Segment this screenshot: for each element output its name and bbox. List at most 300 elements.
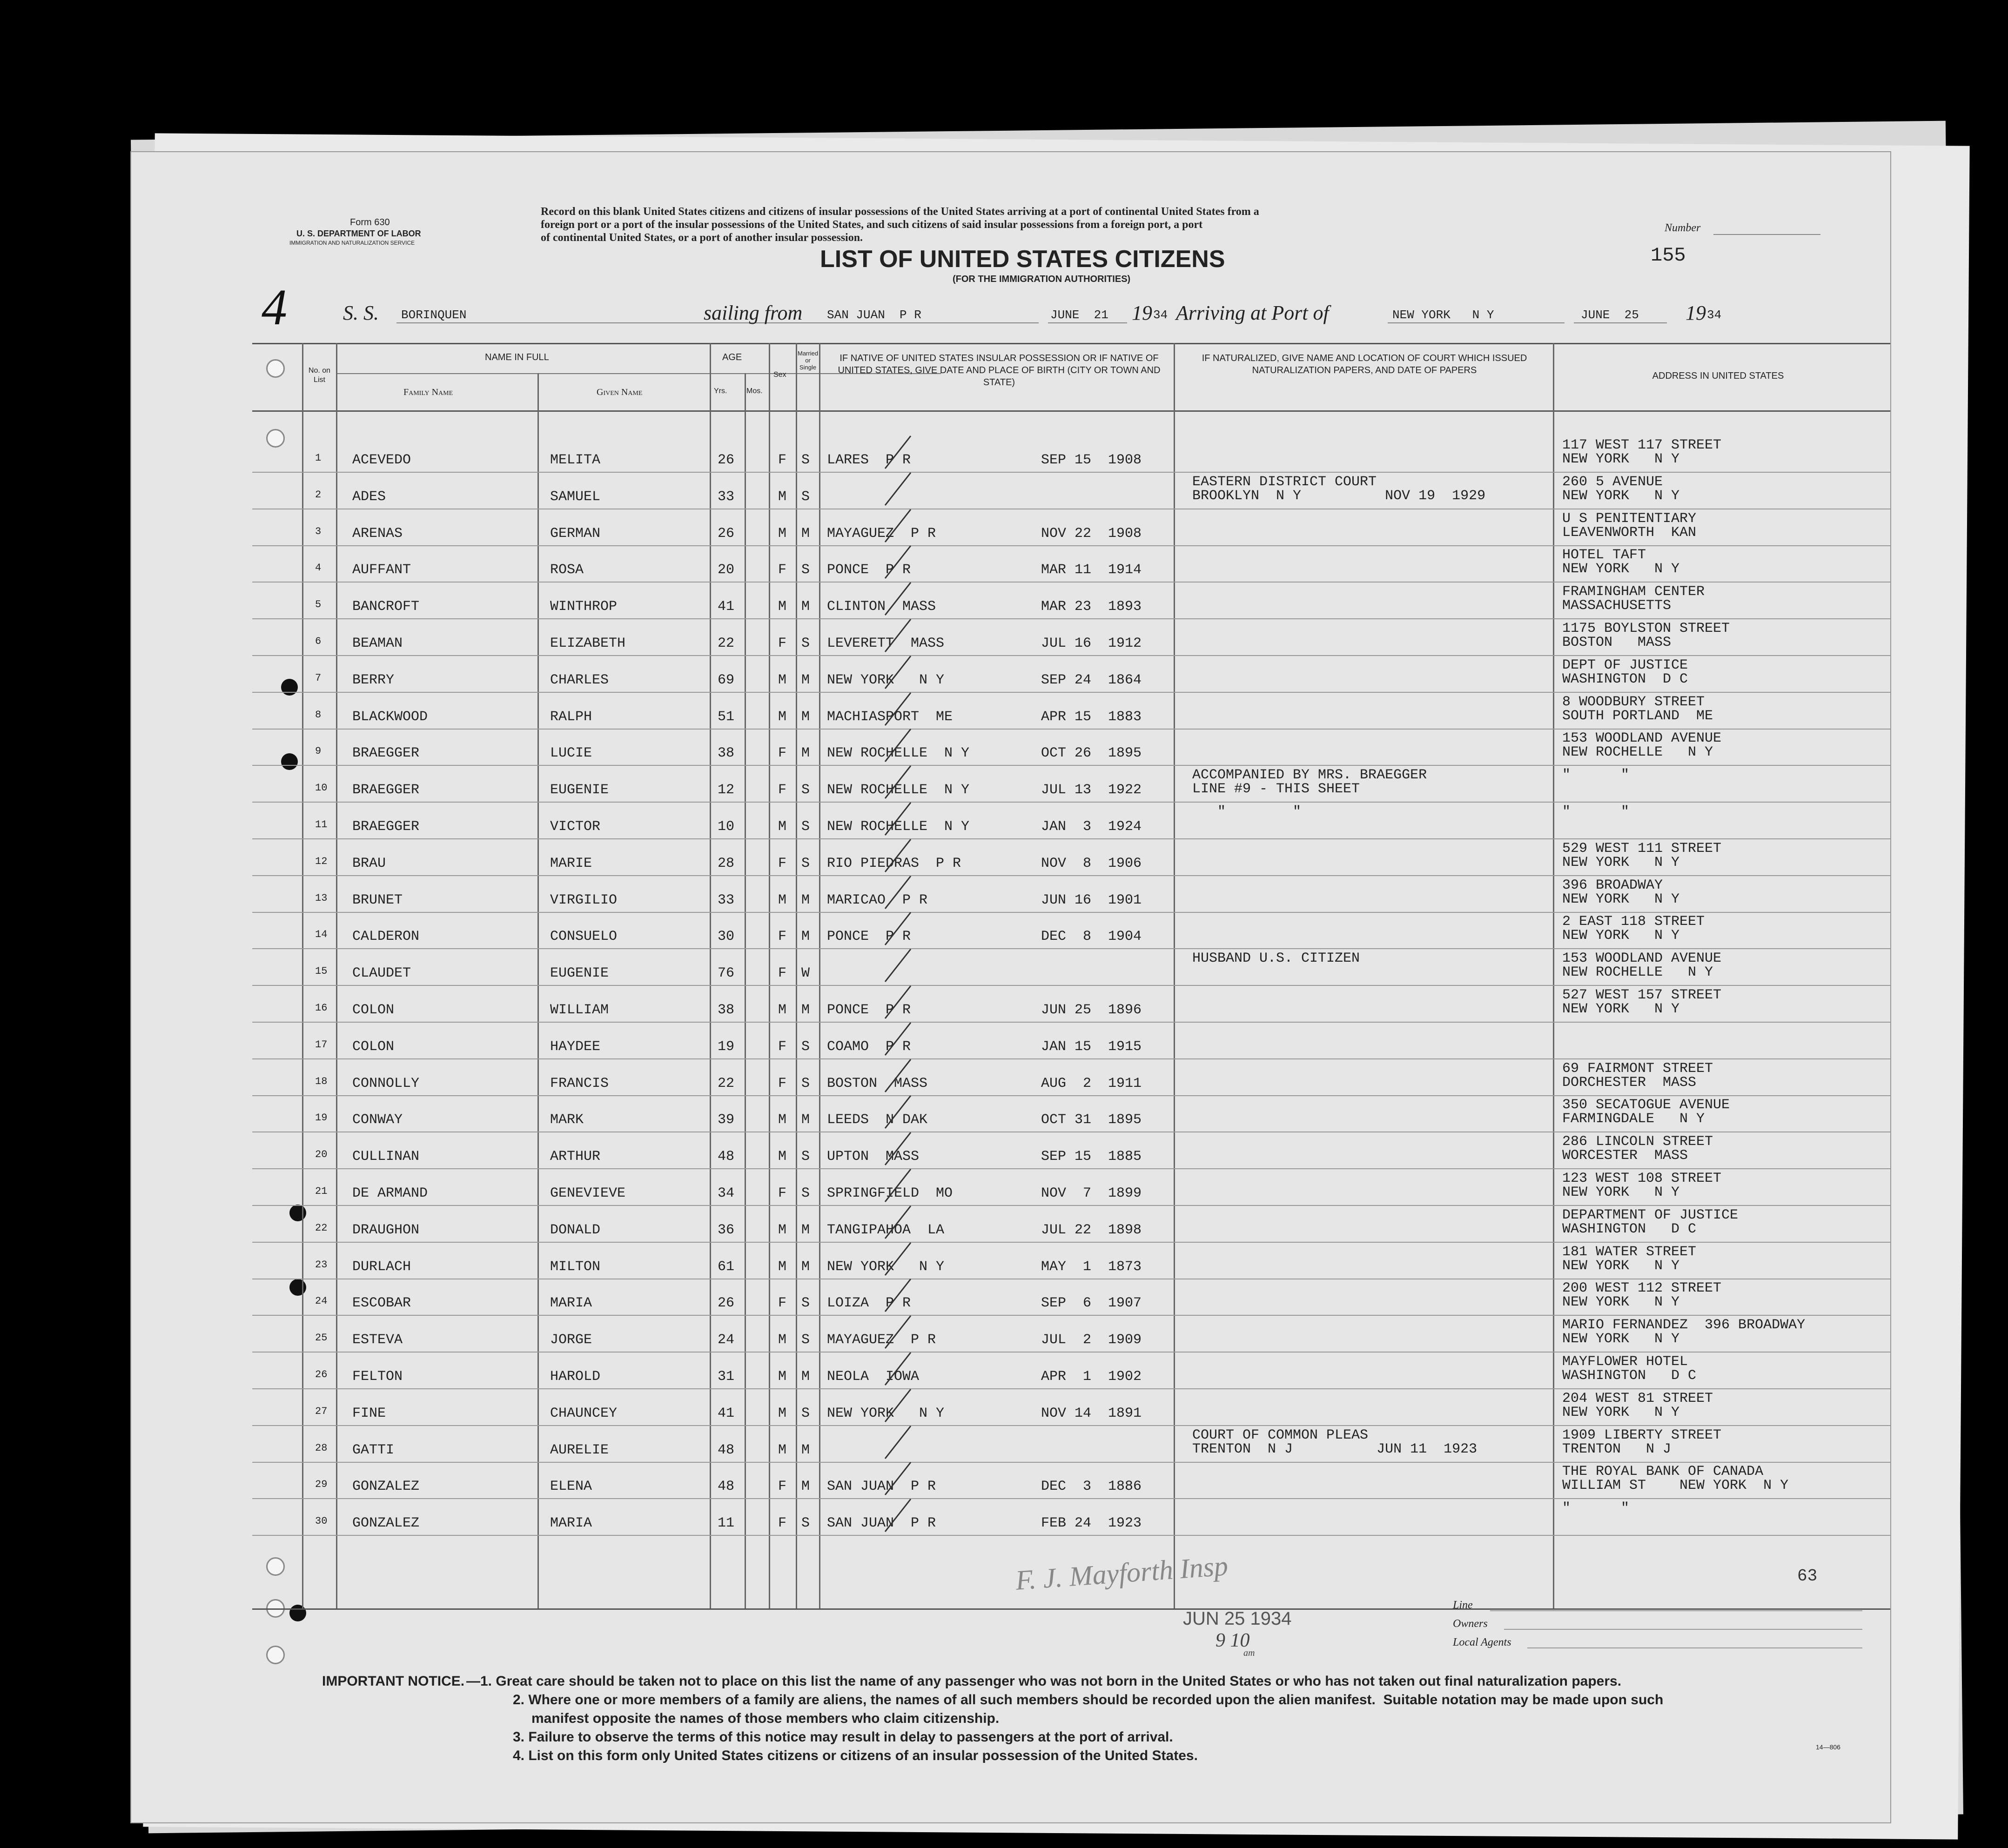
row-rule bbox=[252, 618, 1890, 619]
row-ms: M bbox=[801, 892, 810, 908]
check-mark bbox=[883, 1460, 915, 1497]
row-sex: M bbox=[778, 1112, 787, 1128]
row-birthdate: NOV 7 1899 bbox=[1041, 1185, 1142, 1201]
row-given: AURELIE bbox=[550, 1442, 609, 1458]
row-no: 10 bbox=[315, 782, 328, 794]
check-mark bbox=[883, 617, 915, 654]
row-ms: S bbox=[801, 1149, 810, 1165]
inspector-signature: F. J. Mayforth Insp bbox=[1014, 1550, 1229, 1596]
row-sex: F bbox=[778, 782, 787, 798]
row-no: 22 bbox=[315, 1222, 328, 1234]
row-addr2: SOUTH PORTLAND ME bbox=[1562, 708, 1713, 724]
row-sex: M bbox=[778, 1369, 787, 1385]
row-birthdate: NOV 22 1908 bbox=[1041, 526, 1142, 542]
row-addr1: " " bbox=[1562, 767, 1630, 783]
row-family: DRAUGHON bbox=[352, 1222, 420, 1238]
to-year: 34 bbox=[1707, 308, 1722, 322]
row-nat1: COURT OF COMMON PLEAS bbox=[1192, 1427, 1369, 1443]
punch-hole bbox=[266, 1557, 285, 1576]
row-yrs: 26 bbox=[718, 452, 735, 468]
number-rule bbox=[1713, 234, 1820, 235]
row-given: SAMUEL bbox=[550, 489, 601, 505]
check-mark bbox=[883, 1093, 915, 1131]
col-divider bbox=[302, 343, 303, 1608]
row-sex: M bbox=[778, 892, 787, 908]
row-given: ELIZABETH bbox=[550, 636, 626, 651]
row-yrs: 41 bbox=[718, 599, 735, 615]
row-rule bbox=[252, 1205, 1890, 1206]
row-sex: F bbox=[778, 636, 787, 651]
row-addr1: 1175 BOYLSTON STREET bbox=[1562, 621, 1730, 636]
row-birthplace: PONCE P R bbox=[827, 1002, 911, 1018]
row-birthplace: TANGIPAHOA LA bbox=[827, 1222, 945, 1238]
row-sex: M bbox=[778, 1332, 787, 1348]
col-divider bbox=[1553, 343, 1554, 1608]
check-mark bbox=[883, 654, 915, 691]
row-yrs: 20 bbox=[718, 562, 735, 578]
row-sex: F bbox=[778, 965, 787, 981]
row-no: 17 bbox=[315, 1039, 328, 1051]
row-nat1: " " bbox=[1192, 804, 1302, 820]
arriving-label: Arriving at Port of bbox=[1176, 301, 1329, 324]
row-addr2: WORCESTER MASS bbox=[1562, 1148, 1688, 1164]
row-yrs: 48 bbox=[718, 1479, 735, 1494]
binder-dot bbox=[289, 1279, 306, 1296]
notice-item-1: —1. Great care should be taken not to place on this list the name of any passenger who was not born in the United States or who has not taken out final naturalization papers. bbox=[466, 1674, 1622, 1689]
row-birthdate: MAR 23 1893 bbox=[1041, 599, 1142, 615]
print-code: 14—806 bbox=[1816, 1743, 1840, 1751]
row-addr1: FRAMINGHAM CENTER bbox=[1562, 584, 1705, 600]
check-mark bbox=[883, 1020, 915, 1058]
check-mark bbox=[883, 1167, 915, 1204]
header-address: ADDRESS IN UNITED STATES bbox=[1652, 371, 1784, 381]
binder-dot bbox=[289, 1205, 306, 1221]
row-rule bbox=[252, 545, 1890, 546]
row-addr1: 153 WOODLAND AVENUE bbox=[1562, 730, 1722, 746]
row-addr1: " " bbox=[1562, 804, 1630, 820]
row-birthdate: JUL 2 1909 bbox=[1041, 1332, 1142, 1348]
row-sex: M bbox=[778, 709, 787, 725]
row-birthdate: APR 15 1883 bbox=[1041, 709, 1142, 725]
row-no: 25 bbox=[315, 1332, 328, 1344]
row-addr2: NEW YORK N Y bbox=[1562, 451, 1680, 467]
row-given: MELITA bbox=[550, 452, 601, 468]
row-given: GERMAN bbox=[550, 526, 601, 542]
row-rule bbox=[252, 1242, 1890, 1243]
row-given: MILTON bbox=[550, 1259, 601, 1275]
row-addr2: FARMINGDALE N Y bbox=[1562, 1111, 1705, 1127]
row-ms: M bbox=[801, 1002, 810, 1018]
row-rule bbox=[252, 1315, 1890, 1316]
row-yrs: 36 bbox=[718, 1222, 735, 1238]
row-ms: M bbox=[801, 1259, 810, 1275]
row-birthdate: JUL 13 1922 bbox=[1041, 782, 1142, 798]
row-yrs: 24 bbox=[718, 1332, 735, 1348]
page-subtitle: (FOR THE IMMIGRATION AUTHORITIES) bbox=[953, 274, 1131, 284]
row-sex: M bbox=[778, 1002, 787, 1018]
row-birthdate: MAY 1 1873 bbox=[1041, 1259, 1142, 1275]
row-rule bbox=[252, 1462, 1890, 1463]
check-mark bbox=[883, 690, 915, 728]
row-family: BRAEGGER bbox=[352, 819, 420, 835]
row-addr2: NEW YORK N Y bbox=[1562, 561, 1680, 577]
row-no: 29 bbox=[315, 1479, 328, 1490]
row-birthplace: MAYAGUEZ P R bbox=[827, 526, 936, 542]
row-sex: M bbox=[778, 1406, 787, 1421]
row-family: DE ARMAND bbox=[352, 1185, 428, 1201]
row-birthplace: LEVERETT MASS bbox=[827, 636, 945, 651]
row-sex: F bbox=[778, 856, 787, 871]
row-family: ESTEVA bbox=[352, 1332, 403, 1348]
row-addr2: NEW YORK N Y bbox=[1562, 1294, 1680, 1310]
row-ms: M bbox=[801, 599, 810, 615]
row-birthplace: NEW ROCHELLE N Y bbox=[827, 782, 970, 798]
row-family: CALDERON bbox=[352, 929, 420, 944]
row-addr1: HOTEL TAFT bbox=[1562, 547, 1646, 563]
row-yrs: 51 bbox=[718, 709, 735, 725]
row-birthdate: SEP 15 1885 bbox=[1041, 1149, 1142, 1165]
row-birthplace: LARES P R bbox=[827, 452, 911, 468]
row-no: 7 bbox=[315, 672, 322, 684]
row-birthplace: MAYAGUEZ P R bbox=[827, 1332, 936, 1348]
row-no: 3 bbox=[315, 526, 322, 537]
ss-label: S. S. bbox=[343, 301, 379, 324]
row-ms: S bbox=[801, 782, 810, 798]
row-yrs: 48 bbox=[718, 1442, 735, 1458]
row-family: GONZALEZ bbox=[352, 1515, 420, 1531]
check-mark bbox=[883, 727, 915, 764]
row-ms: M bbox=[801, 745, 810, 761]
service: IMMIGRATION AND NATURALIZATION SERVICE bbox=[289, 240, 415, 246]
row-ms: M bbox=[801, 526, 810, 542]
row-addr2: DORCHESTER MASS bbox=[1562, 1075, 1697, 1091]
to-date-rule bbox=[1574, 322, 1667, 323]
row-family: BEAMAN bbox=[352, 636, 403, 651]
row-nat2: LINE #9 - THIS SHEET bbox=[1192, 781, 1360, 797]
row-birthplace: COAMO P R bbox=[827, 1039, 911, 1055]
row-sex: M bbox=[778, 819, 787, 835]
row-sex: M bbox=[778, 599, 787, 615]
row-addr1: 69 FAIRMONT STREET bbox=[1562, 1061, 1713, 1077]
row-addr2: NEW ROCHELLE N Y bbox=[1562, 964, 1713, 980]
row-birthplace: BOSTON MASS bbox=[827, 1076, 928, 1091]
row-family: GONZALEZ bbox=[352, 1479, 420, 1494]
row-sex: F bbox=[778, 1515, 787, 1531]
row-addr1: 181 WATER STREET bbox=[1562, 1244, 1697, 1260]
row-yrs: 30 bbox=[718, 929, 735, 944]
footer-owners-rule bbox=[1504, 1629, 1862, 1630]
row-yrs: 33 bbox=[718, 892, 735, 908]
row-birthdate: JUL 16 1912 bbox=[1041, 636, 1142, 651]
header-mos: Mos. bbox=[746, 387, 763, 395]
row-ms: M bbox=[801, 709, 810, 725]
row-rule bbox=[252, 582, 1890, 583]
row-yrs: 34 bbox=[718, 1185, 735, 1201]
row-ms: S bbox=[801, 1039, 810, 1055]
row-rule bbox=[252, 1535, 1890, 1536]
row-rule bbox=[252, 1095, 1890, 1096]
row-no: 15 bbox=[315, 965, 328, 977]
row-birthplace: NEW ROCHELLE N Y bbox=[827, 819, 970, 835]
row-addr1: 117 WEST 117 STREET bbox=[1562, 437, 1722, 453]
from-date-rule bbox=[1048, 322, 1127, 323]
row-given: DONALD bbox=[550, 1222, 601, 1238]
row-yrs: 22 bbox=[718, 636, 735, 651]
row-sex: M bbox=[778, 1442, 787, 1458]
row-addr2: WASHINGTON D C bbox=[1562, 1221, 1697, 1237]
row-family: DURLACH bbox=[352, 1259, 411, 1275]
row-birthplace: LEEDS N DAK bbox=[827, 1112, 928, 1128]
row-birthdate: JAN 15 1915 bbox=[1041, 1039, 1142, 1055]
header-naturalized: IF NATURALIZED, GIVE NAME AND LOCATION OF COURT WHICH ISSUED NATURALIZATION PAPERS, AND DATE OF PAPERS bbox=[1202, 353, 1527, 375]
check-mark bbox=[883, 1313, 915, 1351]
col-divider bbox=[710, 343, 711, 1608]
row-yrs: 22 bbox=[718, 1076, 735, 1091]
row-rule bbox=[252, 1388, 1890, 1389]
row-birthdate: APR 1 1902 bbox=[1041, 1369, 1142, 1385]
row-addr1: THE ROYAL BANK OF CANADA bbox=[1562, 1464, 1764, 1480]
col-divider bbox=[1174, 343, 1175, 1608]
row-family: CONNOLLY bbox=[352, 1076, 420, 1091]
row-birthplace: UPTON MASS bbox=[827, 1149, 920, 1165]
row-yrs: 48 bbox=[718, 1149, 735, 1165]
row-birthdate: DEC 8 1904 bbox=[1041, 929, 1142, 944]
row-birthdate: JAN 3 1924 bbox=[1041, 819, 1142, 835]
row-no: 21 bbox=[315, 1185, 328, 1197]
row-addr2: NEW YORK N Y bbox=[1562, 1331, 1680, 1347]
row-birthdate: JUN 25 1896 bbox=[1041, 1002, 1142, 1018]
row-no: 6 bbox=[315, 636, 322, 647]
check-mark bbox=[883, 1057, 915, 1094]
row-addr1: " " bbox=[1562, 1500, 1630, 1516]
punch-hole bbox=[266, 429, 285, 448]
row-ms: S bbox=[801, 1332, 810, 1348]
col-divider bbox=[336, 343, 337, 1608]
check-mark bbox=[883, 1424, 915, 1461]
row-birthplace: NEOLA IOWA bbox=[827, 1369, 920, 1385]
page-title: LIST OF UNITED STATES CITIZENS bbox=[820, 246, 1225, 273]
row-rule bbox=[252, 472, 1890, 473]
row-yrs: 76 bbox=[718, 965, 735, 981]
header-birth: IF NATIVE OF UNITED STATES INSULAR POSSESSION OR IF NATIVE OF UNITED STATES, GIVE DATE AND PLACE OF BIRTH (CITY OR TOWN AND STATE) bbox=[838, 353, 1161, 388]
row-birthdate: JUL 22 1898 bbox=[1041, 1222, 1142, 1238]
row-addr1: 529 WEST 111 STREET bbox=[1562, 841, 1722, 857]
row-ms: S bbox=[801, 489, 810, 505]
row-yrs: 26 bbox=[718, 526, 735, 542]
check-mark bbox=[883, 507, 915, 544]
row-no: 12 bbox=[315, 856, 328, 867]
row-rule bbox=[252, 875, 1890, 876]
tick-marks bbox=[890, 1592, 1178, 1643]
row-addr1: 396 BROADWAY bbox=[1562, 877, 1663, 893]
row-yrs: 38 bbox=[718, 745, 735, 761]
row-given: MARIA bbox=[550, 1515, 592, 1531]
row-given: ELENA bbox=[550, 1479, 592, 1494]
from-port-rule bbox=[825, 322, 1039, 323]
check-mark bbox=[883, 800, 915, 837]
row-no: 4 bbox=[315, 562, 322, 574]
from-date: JUNE 21 bbox=[1050, 308, 1108, 322]
row-ms: S bbox=[801, 1515, 810, 1531]
row-ms: M bbox=[801, 1369, 810, 1385]
row-sex: F bbox=[778, 562, 787, 578]
row-birthplace: MACHIASPORT ME bbox=[827, 709, 953, 725]
row-rule bbox=[252, 948, 1890, 949]
check-mark bbox=[883, 580, 915, 617]
row-no: 9 bbox=[315, 745, 322, 757]
row-rule bbox=[252, 1058, 1890, 1059]
check-mark bbox=[883, 470, 915, 508]
row-no: 8 bbox=[315, 709, 322, 721]
row-given: ARTHUR bbox=[550, 1149, 601, 1165]
row-no: 18 bbox=[315, 1076, 328, 1087]
row-family: CONWAY bbox=[352, 1112, 403, 1128]
row-given: VIRGILIO bbox=[550, 892, 618, 908]
footer-line-rule bbox=[1490, 1610, 1862, 1611]
row-rule bbox=[252, 1022, 1890, 1023]
row-birthdate: NOV 14 1891 bbox=[1041, 1406, 1142, 1421]
row-birthdate: NOV 8 1906 bbox=[1041, 856, 1142, 871]
row-birthplace: SAN JUAN P R bbox=[827, 1479, 936, 1494]
page-count-mark: 63 bbox=[1797, 1567, 1818, 1586]
row-birthdate: AUG 2 1911 bbox=[1041, 1076, 1142, 1091]
row-no: 27 bbox=[315, 1406, 328, 1417]
row-addr1: DEPT OF JUSTICE bbox=[1562, 657, 1688, 673]
check-mark bbox=[883, 910, 915, 947]
row-sex: F bbox=[778, 1295, 787, 1311]
check-mark bbox=[883, 543, 915, 581]
binder-dot bbox=[281, 753, 298, 770]
row-rule bbox=[252, 1168, 1890, 1169]
row-no: 28 bbox=[315, 1442, 328, 1454]
check-mark bbox=[883, 1497, 915, 1534]
instruction-line-1: Record on this blank United States citizens and citizens of insular possessions of the United States arriving at a port of continental United States from a bbox=[541, 206, 1259, 218]
row-addr2: NEW YORK N Y bbox=[1562, 488, 1680, 504]
row-given: CHAUNCEY bbox=[550, 1406, 618, 1421]
row-yrs: 19 bbox=[718, 1039, 735, 1055]
row-family: AUFFANT bbox=[352, 562, 411, 578]
row-family: COLON bbox=[352, 1039, 395, 1055]
table-top-rule bbox=[252, 343, 1890, 344]
row-family: FELTON bbox=[352, 1369, 403, 1385]
row-given: HAYDEE bbox=[550, 1039, 601, 1055]
header-family-name: Family Name bbox=[403, 387, 453, 397]
row-family: GATTI bbox=[352, 1442, 395, 1458]
row-ms: M bbox=[801, 672, 810, 688]
row-rule bbox=[252, 655, 1890, 656]
row-addr1: 350 SECATOGUE AVENUE bbox=[1562, 1097, 1730, 1113]
row-family: BRAEGGER bbox=[352, 782, 420, 798]
row-addr2: NEW YORK N Y bbox=[1562, 1001, 1680, 1017]
header-bottom-rule bbox=[252, 410, 1890, 412]
punch-hole bbox=[266, 1646, 285, 1664]
row-addr2: WASHINGTON D C bbox=[1562, 1368, 1697, 1384]
row-given: VICTOR bbox=[550, 819, 601, 835]
row-addr2: NEW YORK N Y bbox=[1562, 1258, 1680, 1274]
row-addr1: 286 LINCOLN STREET bbox=[1562, 1134, 1713, 1150]
row-given: EUGENIE bbox=[550, 782, 609, 798]
check-mark bbox=[883, 947, 915, 984]
row-yrs: 12 bbox=[718, 782, 735, 798]
row-ms: S bbox=[801, 819, 810, 835]
row-sex: F bbox=[778, 1185, 787, 1201]
row-birthplace: LOIZA P R bbox=[827, 1295, 911, 1311]
row-yrs: 31 bbox=[718, 1369, 735, 1385]
row-rule bbox=[252, 838, 1890, 839]
row-birthplace: CLINTON MASS bbox=[827, 599, 936, 615]
row-sex: F bbox=[778, 929, 787, 944]
row-sex: F bbox=[778, 745, 787, 761]
row-birthplace: PONCE P R bbox=[827, 929, 911, 944]
header-name-in-full: NAME IN FULL bbox=[485, 352, 549, 362]
row-sex: M bbox=[778, 1222, 787, 1238]
notice-heading: IMPORTANT NOTICE. bbox=[322, 1674, 465, 1689]
row-addr2: NEW YORK N Y bbox=[1562, 1185, 1680, 1200]
to-port-rule bbox=[1388, 322, 1565, 323]
row-yrs: 33 bbox=[718, 489, 735, 505]
row-addr2: NEW ROCHELLE N Y bbox=[1562, 744, 1713, 760]
row-rule bbox=[252, 985, 1890, 986]
row-addr1: MAYFLOWER HOTEL bbox=[1562, 1354, 1688, 1370]
row-rule bbox=[252, 1425, 1890, 1426]
check-mark bbox=[883, 984, 915, 1021]
binder-dot bbox=[289, 1605, 306, 1621]
row-birthplace: SPRINGFIELD MO bbox=[827, 1185, 953, 1201]
check-mark bbox=[883, 1130, 915, 1167]
header-sex: Sex bbox=[773, 371, 786, 379]
row-addr1: 527 WEST 157 STREET bbox=[1562, 987, 1722, 1003]
row-birthdate: DEC 3 1886 bbox=[1041, 1479, 1142, 1494]
row-no: 16 bbox=[315, 1002, 328, 1014]
row-addr2: LEAVENWORTH KAN bbox=[1562, 525, 1697, 541]
row-ms: S bbox=[801, 1076, 810, 1091]
row-sex: F bbox=[778, 452, 787, 468]
year-prefix: 19 bbox=[1132, 301, 1152, 324]
row-birthplace: RIO PIEDRAS P R bbox=[827, 856, 961, 871]
to-date: JUNE 25 bbox=[1581, 308, 1639, 322]
row-ms: S bbox=[801, 562, 810, 578]
check-mark bbox=[883, 1350, 915, 1387]
col-divider bbox=[745, 373, 746, 1608]
row-given: MARIE bbox=[550, 856, 592, 871]
row-no: 1 bbox=[315, 452, 322, 464]
row-addr1: 8 WOODBURY STREET bbox=[1562, 694, 1705, 710]
check-mark bbox=[883, 434, 915, 471]
check-mark bbox=[883, 1387, 915, 1424]
year-prefix-2: 19 bbox=[1686, 301, 1706, 324]
check-mark bbox=[883, 1277, 915, 1314]
row-addr2: NEW YORK N Y bbox=[1562, 855, 1680, 870]
row-addr1: 200 WEST 112 STREET bbox=[1562, 1280, 1722, 1296]
row-addr2: WILLIAM ST NEW YORK N Y bbox=[1562, 1478, 1789, 1493]
row-given: MARIA bbox=[550, 1295, 592, 1311]
row-sex: M bbox=[778, 1259, 787, 1275]
col-divider bbox=[796, 343, 797, 1608]
row-ms: S bbox=[801, 636, 810, 651]
row-no: 13 bbox=[315, 892, 328, 904]
row-no: 11 bbox=[315, 819, 328, 830]
col-divider bbox=[537, 373, 539, 1608]
row-addr1: DEPARTMENT OF JUSTICE bbox=[1562, 1207, 1739, 1223]
row-given: JORGE bbox=[550, 1332, 592, 1348]
row-no: 26 bbox=[315, 1369, 328, 1380]
row-nat1: EASTERN DISTRICT COURT bbox=[1192, 474, 1377, 490]
row-nat2: TRENTON N J JUN 11 1923 bbox=[1192, 1441, 1477, 1457]
row-addr1: 260 5 AVENUE bbox=[1562, 474, 1663, 490]
row-given: HAROLD bbox=[550, 1369, 601, 1385]
row-ms: S bbox=[801, 856, 810, 871]
row-nat2: BROOKLYN N Y NOV 19 1929 bbox=[1192, 488, 1486, 504]
